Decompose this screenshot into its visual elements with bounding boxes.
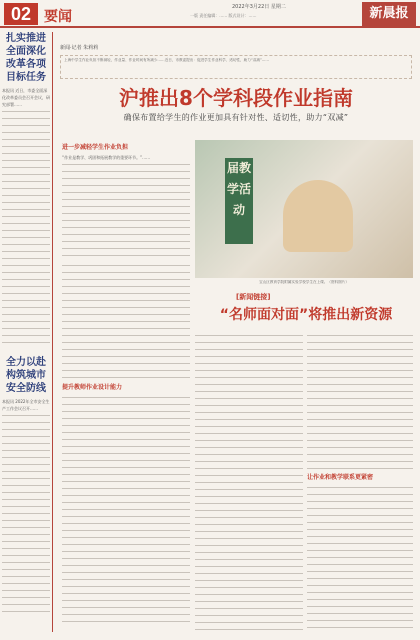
- section-title: 要闻: [44, 9, 72, 25]
- article-column-d: [307, 332, 413, 632]
- masthead-logo: 新晨报: [362, 2, 416, 26]
- text-placeholder: [62, 394, 190, 624]
- column-divider: [52, 32, 53, 632]
- text-placeholder: [62, 262, 190, 382]
- body-a: “作业是教学、巩固和拓展教学的重要环节。”……: [62, 155, 151, 160]
- left-headline-1: 扎实推进全面深化改革各项目标任务: [6, 33, 46, 83]
- text-placeholder: [62, 161, 190, 260]
- news-photo: [195, 140, 413, 278]
- secondary-headline: “名师面对面”将推出新资源: [219, 307, 393, 323]
- section-head-a: 进一步减轻学生作业负担: [62, 144, 129, 151]
- text-placeholder: [195, 332, 303, 632]
- editor-line: 一版 责任编辑：…… 版式设计：……: [190, 13, 257, 18]
- news-link-tag: [新闻链接]: [236, 293, 271, 301]
- left-column: [2, 32, 50, 632]
- article-column-b: [62, 262, 190, 632]
- page-header: [0, 0, 420, 28]
- left-body-1: 本报讯 近日，市委全面深化改革委员会召开会议，研究部署……: [2, 88, 50, 107]
- text-placeholder: [307, 484, 413, 632]
- photo-caption: 宝山区教育学院附属实验学校学生在上课。（资料图片）: [259, 280, 349, 284]
- page-number: 02: [4, 3, 38, 25]
- sub-headline: 确保布置给学生的作业更加具有针对性、适切性，助力“双减”: [123, 113, 349, 122]
- byline: 新闻·记者 朱莉莉: [60, 45, 99, 51]
- text-placeholder: [2, 108, 50, 348]
- text-placeholder: [2, 412, 50, 612]
- lead-paragraph: 上海中学生作业负担不断减轻，作业量、作业时间有所减少……近日，市教委提出：促进学生作业科学、适切性，助力“双减”……: [60, 55, 412, 79]
- text-placeholder: [307, 332, 413, 472]
- article-column-c: [195, 332, 303, 632]
- section-head-d: 让作业和教学联系更紧密: [307, 474, 374, 481]
- main-headline: 沪推出8个学科段作业指南: [119, 86, 353, 110]
- section-head-c: 提升教师作业设计能力: [62, 384, 123, 391]
- left-body-2: 本报讯 2022年全市安全生产工作会议召开……: [2, 399, 50, 411]
- article-column-a: [62, 142, 190, 260]
- student-figure: [283, 180, 353, 252]
- left-headline-2: 全力以赴构筑城市安全防线: [6, 357, 46, 394]
- blackboard-text: 届教学活动: [225, 158, 253, 244]
- date-line: 2022年3月22日 星期二: [232, 4, 286, 10]
